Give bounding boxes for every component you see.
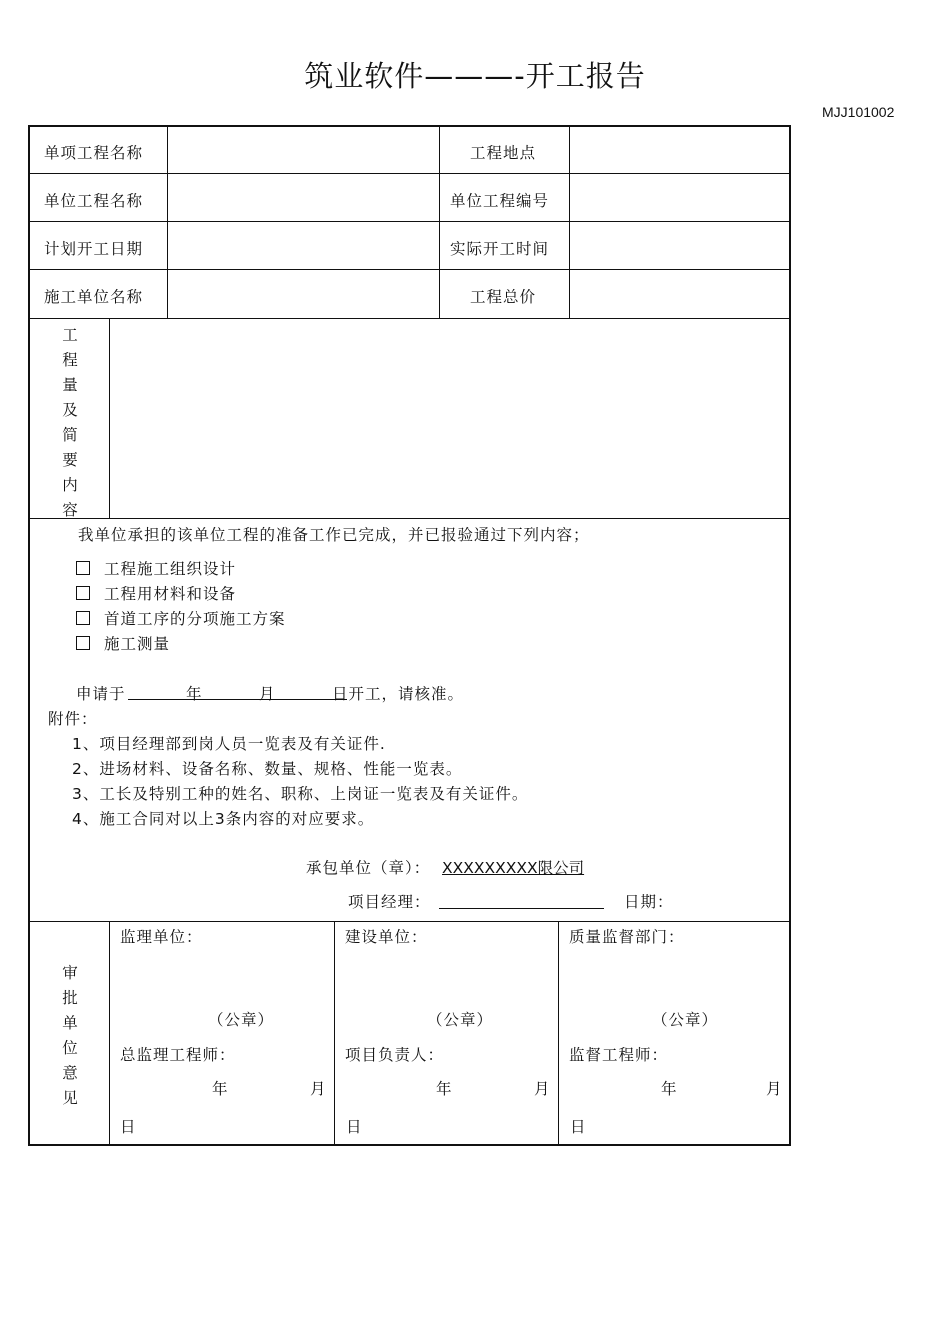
project-manager-signature-line[interactable] — [439, 908, 604, 909]
info-label-project-location: 工程地点 — [470, 144, 537, 162]
checklist-item[interactable]: 工程用材料和设备 — [76, 582, 236, 604]
info-label-construction-unit-name: 施工单位名称 — [44, 288, 144, 306]
contractor-label: 承包单位（章）： — [306, 859, 431, 877]
checklist-item[interactable]: 施工测量 — [76, 632, 170, 654]
approval-signer: 总监理工程师： — [120, 1046, 236, 1064]
apply-prefix: 申请于 — [76, 685, 126, 703]
attachments-title: 附件： — [48, 710, 98, 728]
project-manager-label: 项目经理： — [348, 893, 431, 911]
approval-month: 月 — [534, 1080, 551, 1098]
info-label-project-total-price: 工程总价 — [470, 288, 537, 306]
apply-date-underline — [128, 699, 347, 700]
checkbox[interactable] — [76, 561, 90, 575]
approval-unit: 建设单位： — [345, 928, 428, 946]
approval-unit: 监理单位： — [120, 928, 203, 946]
approval-year: 年 — [436, 1080, 453, 1098]
approval-unit: 质量监督部门： — [569, 928, 685, 946]
attachment-item: 3、工长及特别工种的姓名、职称、上岗证一览表及有关证件。 — [72, 785, 529, 803]
form-table — [28, 125, 791, 1146]
checkbox[interactable] — [76, 636, 90, 650]
form-code: MJJ101002 — [822, 104, 895, 120]
checklist-item[interactable]: 工程施工组织设计 — [76, 557, 236, 579]
info-label-unit-project-name: 单位工程名称 — [44, 192, 144, 210]
apply-suffix: 日开工，请核准。 — [332, 685, 465, 703]
declaration-intro: 我单位承担的该单位工程的准备工作已完成，并已报验通过下列内容； — [78, 526, 590, 544]
attachment-item: 1、项目经理部到岗人员一览表及有关证件. — [72, 735, 386, 753]
approval-seal: （公章） — [652, 1011, 719, 1029]
approval-month: 月 — [766, 1080, 783, 1098]
approval-label: 审 批 单 位 意 见 — [62, 964, 78, 1107]
info-label-unit-project-number: 单位工程编号 — [450, 192, 550, 210]
scope-label: 工 程 量 及 简 要 内 容 — [62, 326, 78, 519]
approval-year: 年 — [212, 1080, 229, 1098]
approval-year: 年 — [661, 1080, 678, 1098]
approval-signer: 项目负责人： — [345, 1046, 445, 1064]
info-label-project-item-name: 单项工程名称 — [44, 144, 144, 162]
info-label-planned-start-date: 计划开工日期 — [44, 240, 144, 258]
approval-day: 日 — [570, 1118, 587, 1136]
approval-month: 月 — [310, 1080, 327, 1098]
approval-signer: 监督工程师： — [569, 1046, 669, 1064]
date-label: 日期： — [624, 893, 674, 911]
page-title: 筑业软件———-开工报告 — [304, 59, 646, 93]
checklist-item[interactable]: 首道工序的分项施工方案 — [76, 607, 286, 629]
approval-day: 日 — [120, 1118, 137, 1136]
approval-day: 日 — [346, 1118, 363, 1136]
attachment-item: 4、施工合同对以上3条内容的对应要求。 — [72, 810, 375, 828]
checkbox[interactable] — [76, 611, 90, 625]
info-label-actual-start-time: 实际开工时间 — [450, 240, 550, 258]
contractor-name: XXXXXXXXX限公司 — [442, 859, 585, 877]
apply-year: 年 — [186, 685, 203, 703]
apply-month: 月 — [259, 685, 276, 703]
approval-seal: （公章） — [208, 1011, 275, 1029]
approval-seal: （公章） — [427, 1011, 494, 1029]
checkbox[interactable] — [76, 586, 90, 600]
attachment-item: 2、进场材料、设备名称、数量、规格、性能一览表。 — [72, 760, 463, 778]
